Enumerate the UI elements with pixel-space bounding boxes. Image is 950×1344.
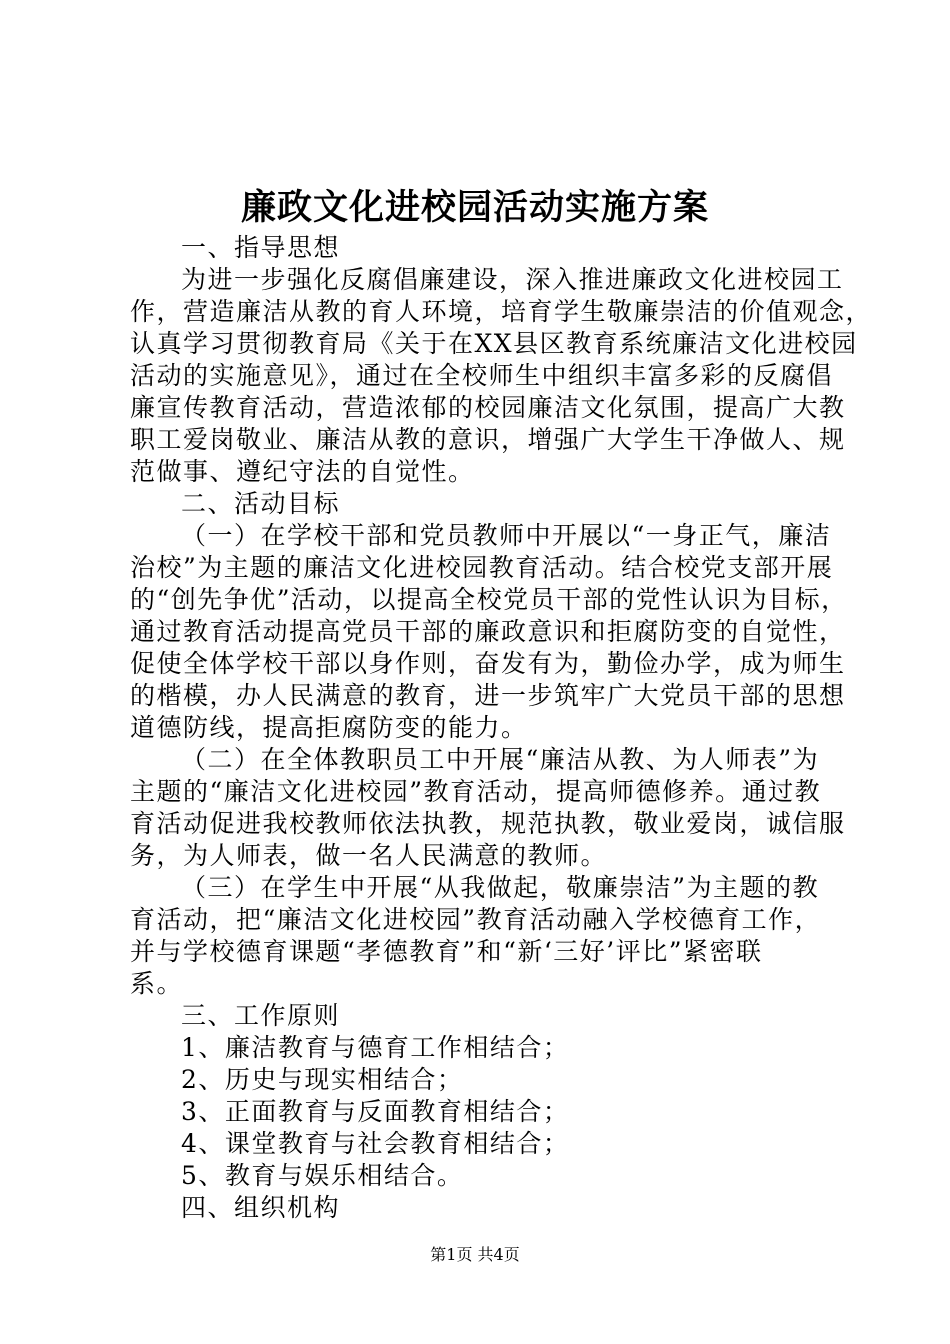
paragraph-line: （三）在学生中开展“从我做起，敬廉崇洁”为主题的教 [181,873,820,902]
list-item: 2、历史与现实相结合； [181,1065,464,1094]
paragraph-line: 廉宣传教育活动，营造浓郁的校园廉洁文化氛围，提高广大教 [130,393,846,422]
paragraph-line: 范做事、遵纪守法的自觉性。 [130,457,475,486]
paragraph-line: 育活动，把“廉洁文化进校园”教育活动融入学校德育工作， [130,905,822,934]
section-heading: 二、活动目标 [181,489,341,518]
paragraph-line: 系。 [130,969,184,998]
paragraph-line: 的“创先争优”活动，以提高全校党员干部的党性认识为目标， [130,585,848,614]
paragraph-line: （一）在学校干部和党员教师中开展以“一身正气，廉洁 [181,521,832,550]
paragraph-line: 育活动促进我校教师依法执教，规范执教，敬业爱岗，诚信服 [130,809,846,838]
list-item: 4、课堂教育与社会教育相结合； [181,1129,570,1158]
list-item: 1、廉洁教育与德育工作相结合； [181,1033,570,1062]
paragraph-line: 认真学习贯彻教育局《关于在XX县区教育系统廉洁文化进校园 [130,329,858,358]
list-item: 3、正面教育与反面教育相结合； [181,1097,570,1126]
paragraph-line: 职工爱岗敬业、廉洁从教的意识，增强广大学生干净做人、规 [130,425,846,454]
section-heading: 四、组织机构 [181,1193,341,1222]
section-heading: 一、指导思想 [181,233,341,262]
document-body [130,232,873,1224]
paragraph-line: 治校”为主题的廉洁文化进校园教育活动。结合校党支部开展 [130,553,834,582]
paragraph-line: 活动的实施意见》，通过在全校师生中组织丰富多彩的反腐倡 [130,361,834,390]
paragraph-line: 为进一步强化反腐倡廉建设，深入推进廉政文化进校园工 [181,265,844,294]
paragraph-line: 促使全体学校干部以身作则，奋发有为，勤俭办学，成为师生 [130,649,846,678]
paragraph-line: （二）在全体教职员工中开展“廉洁从教、为人师表”为 [181,745,820,774]
paragraph-line: 通过教育活动提高党员干部的廉政意识和拒腐防变的自觉性， [130,617,846,646]
document-title: 廉政文化进校园活动实施方案 [240,187,709,228]
paragraph-line: 并与学校德育课题“孝德教育”和“新‘三好’评比”紧密联 [130,937,763,966]
section-heading: 三、工作原则 [181,1001,341,1030]
paragraph-line: 的楷模，办人民满意的教育，进一步筑牢广大党员干部的思想 [130,681,846,710]
paragraph-line: 主题的“廉洁文化进校园”教育活动，提高师德修养。通过教 [130,777,822,806]
paragraph-line: 务，为人师表，做一名人民满意的教师。 [130,841,608,870]
paragraph-line: 作，营造廉洁从教的育人环境，培育学生敬廉崇洁的价值观念， [130,297,873,326]
paragraph-line: 道德防线，提高拒腐防变的能力。 [130,713,528,742]
list-item: 5、教育与娱乐相结合。 [181,1161,464,1190]
page-footer: 第1页 共4页 [430,1245,520,1264]
